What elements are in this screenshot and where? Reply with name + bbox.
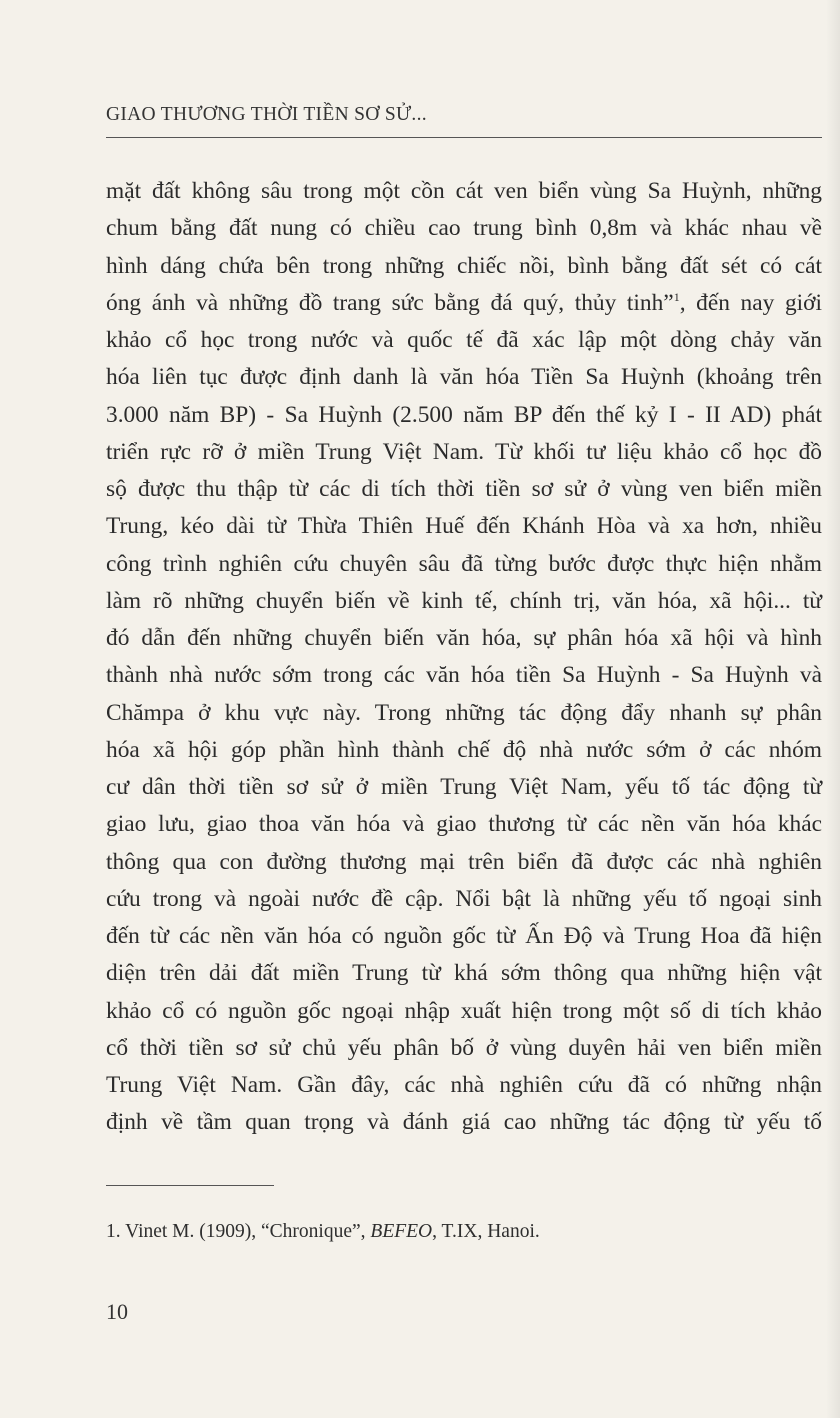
footnote-journal: BEFEO	[370, 1221, 433, 1242]
text-line: Chămpa ở khu vực này. Trong những tác động đẩy nhanh sự phân	[106, 699, 822, 726]
text-line: hóa xã hội góp phần hình thành chế độ nhà nước sớm ở các nhóm	[106, 736, 822, 763]
text-line: khảo cổ học trong nước và quốc tế đã xác lập một dòng chảy văn	[106, 327, 822, 353]
header-rule	[106, 137, 822, 138]
text-line: 3.000 năm BP) - Sa Huỳnh (2.500 năm BP đến thế kỷ I - II AD) phát	[106, 401, 822, 428]
footnote	[106, 1221, 540, 1243]
footnote-rule	[106, 1185, 274, 1186]
text-line: sộ được thu thập từ các di tích thời tiền sơ sử ở vùng ven biển miền	[106, 476, 822, 502]
text-line: định về tầm quan trọng và đánh giá cao những tác động từ yếu tố	[106, 1109, 822, 1136]
text-line: Trung, kéo dài từ Thừa Thiên Huế đến Khánh Hòa và xa hơn, nhiều	[106, 513, 822, 540]
text-line: mặt đất không sâu trong một cồn cát ven biển vùng Sa Huỳnh, những	[106, 178, 822, 204]
text-line-part: óng ánh và những đồ trang sức bằng đá quý, thủy tinh”	[106, 289, 674, 316]
page-edge-shadow	[826, 0, 840, 1418]
text-line-part: , đến nay giới	[679, 289, 823, 316]
text-line: triển rực rỡ ở miền Trung Việt Nam. Từ khối tư liệu khảo cổ học đồ	[106, 438, 822, 465]
text-line: thông qua con đường thương mại trên biển đã được các nhà nghiên	[106, 848, 822, 875]
page-number: 10	[106, 1299, 128, 1324]
text-line: giao lưu, giao thoa văn hóa và giao thương từ các nền văn hóa khác	[106, 811, 822, 838]
text-line: Trung Việt Nam. Gần đây, các nhà nghiên cứu đã có những nhận	[106, 1072, 822, 1098]
text-line: thành nhà nước sớm trong các văn hóa tiền Sa Huỳnh - Sa Huỳnh và	[106, 662, 822, 689]
text-line: làm rõ những chuyển biến về kinh tế, chính trị, văn hóa, xã hội... từ	[106, 587, 822, 614]
text-line: công trình nghiên cứu chuyên sâu đã từng bước được thực hiện nhằm	[106, 550, 822, 577]
text-line: diện trên dải đất miền Trung từ khá sớm thông qua những hiện vật	[106, 960, 822, 987]
text-line: cứu trong và ngoài nước đề cập. Nổi bật là những yếu tố ngoại sinh	[106, 885, 822, 912]
footnote-reference: 1	[673, 289, 680, 304]
footnote-rest: , T.IX, Hanoi.	[432, 1221, 540, 1242]
text-line: đó dẫn đến những chuyển biến văn hóa, sự phân hóa xã hội và hình	[106, 625, 822, 651]
text-line: hình dáng chứa bên trong những chiếc nồi, bình bằng đất sét có cát	[106, 252, 822, 279]
body-paragraph	[106, 173, 822, 1142]
footnote-number: 1.	[106, 1221, 121, 1242]
text-line: khảo cổ có nguồn gốc ngoại nhập xuất hiện trong một số di tích khảo	[106, 997, 822, 1024]
text-line: cổ thời tiền sơ sử chủ yếu phân bố ở vùng duyên hải ven biển miền	[106, 1034, 822, 1061]
footnote-author: Vinet M. (1909), “Chronique”,	[125, 1221, 366, 1242]
text-line: hóa liên tục được định danh là văn hóa Tiền Sa Huỳnh (khoảng trên	[106, 364, 822, 391]
text-line: cư dân thời tiền sơ sử ở miền Trung Việt Nam, yếu tố tác động từ	[106, 774, 822, 800]
text-line: chum bằng đất nung có chiều cao trung bình 0,8m và khác nhau về	[106, 215, 822, 242]
running-header: GIAO THƯƠNG THỜI TIỀN SƠ SỬ...	[106, 104, 427, 125]
text-line: đến từ các nền văn hóa có nguồn gốc từ Ấn Độ và Trung Hoa đã hiện	[106, 923, 822, 949]
text-line-with-footnote	[106, 285, 822, 322]
